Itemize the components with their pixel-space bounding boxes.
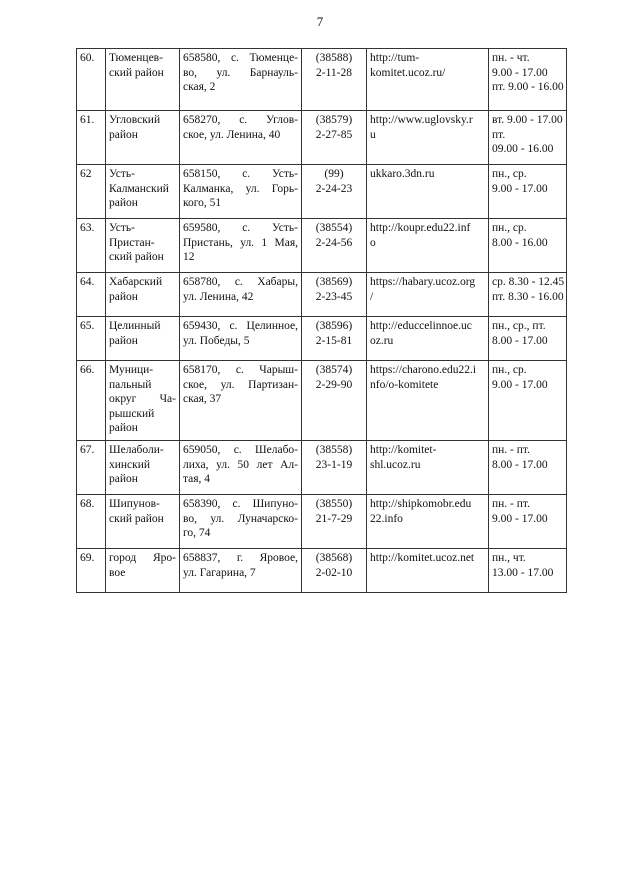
- row-number-cell: [77, 273, 106, 317]
- working-hours-line: пн. - чт.: [492, 52, 530, 64]
- row-number-cell: [77, 165, 106, 219]
- table-row: [77, 49, 567, 111]
- district-name-line: ский район: [109, 66, 164, 79]
- working-hours-cell: [489, 49, 567, 111]
- table-row: [77, 111, 567, 165]
- working-hours-cell: [489, 111, 567, 165]
- address-cell: [180, 361, 302, 441]
- address-line: 658837, г. Яровое,: [183, 552, 298, 564]
- working-hours-line: 8.00 - 16.00: [492, 236, 548, 249]
- address-line: кого, 51: [183, 197, 222, 209]
- phone-cell: [302, 165, 367, 219]
- district-name-line: Пристан-: [109, 236, 155, 249]
- phone-line: 21-7-29: [315, 512, 353, 525]
- table-row: [77, 441, 567, 495]
- phone-cell: [302, 219, 367, 273]
- district-name-line: округ Ча-: [109, 393, 176, 405]
- address-line: 12: [183, 251, 195, 263]
- district-name-line: пальный: [109, 378, 152, 391]
- district-name-cell: [106, 273, 180, 317]
- working-hours-cell: [489, 273, 567, 317]
- district-name-line: район: [109, 422, 138, 434]
- district-name-line: Усть-: [109, 222, 135, 234]
- website-line[interactable]: u: [370, 128, 376, 141]
- phone-line: 2-24-56: [315, 236, 353, 249]
- district-name-line: Усть-: [109, 168, 135, 180]
- phone-cell: [302, 111, 367, 165]
- working-hours-line: 8.00 - 17.00: [492, 458, 548, 471]
- table-row: [77, 549, 567, 593]
- website-line[interactable]: http://komitet.ucoz.net: [370, 552, 475, 564]
- working-hours-line: 9.00 - 17.00: [492, 66, 548, 79]
- phone-cell: [302, 441, 367, 495]
- district-name-cell: [106, 495, 180, 549]
- district-name-line: район: [109, 128, 138, 141]
- row-number: 66.: [80, 364, 95, 376]
- page-number: 7: [316, 14, 324, 29]
- address-line: ул. Ленина, 42: [183, 290, 254, 303]
- address-line: го, 74: [183, 527, 211, 539]
- address-line: ское, ул. Партизан-: [183, 378, 298, 391]
- website-line[interactable]: https://habary.ucoz.org: [370, 276, 476, 288]
- district-name-line: хинский: [109, 458, 151, 471]
- phone-line: (38579): [315, 114, 353, 126]
- website-cell: [367, 317, 489, 361]
- phone-cell: [302, 495, 367, 549]
- address-line: Пристань, ул. 1 Мая,: [183, 236, 298, 249]
- phone-line: 2-24-23: [315, 182, 353, 195]
- working-hours-cell: [489, 441, 567, 495]
- working-hours-line: 9.00 - 17.00: [492, 182, 548, 195]
- table-row: [77, 495, 567, 549]
- phone-line: 2-15-81: [315, 334, 353, 347]
- district-name-line: Шелаболи-: [109, 444, 164, 456]
- working-hours-line: пт.: [492, 128, 506, 141]
- phone-line: 2-11-28: [316, 66, 352, 79]
- row-number-cell: [77, 441, 106, 495]
- district-name-line: район: [109, 334, 138, 347]
- contacts-table: [76, 48, 567, 593]
- address-line: 659050, с. Шелабо-: [183, 444, 298, 456]
- address-line: 658270, с. Углов-: [183, 114, 298, 126]
- district-name-line: вое: [109, 566, 126, 579]
- address-line: 658170, с. Чарыш-: [183, 364, 298, 376]
- working-hours-line: 13.00 - 17.00: [492, 566, 554, 579]
- website-cell: [367, 361, 489, 441]
- working-hours-cell: [489, 495, 567, 549]
- row-number-cell: [77, 219, 106, 273]
- address-line: ул. Победы, 5: [183, 334, 250, 347]
- working-hours-line: пн., чт.: [492, 552, 526, 564]
- row-number-cell: [77, 49, 106, 111]
- address-cell: [180, 317, 302, 361]
- website-line[interactable]: http://komitet-: [370, 444, 437, 456]
- district-name-line: рышский: [109, 407, 155, 420]
- website-cell: [367, 441, 489, 495]
- district-name-line: Тюменцев-: [109, 52, 163, 64]
- address-line: во, ул. Луначарско-: [183, 512, 298, 525]
- district-name-line: ский район: [109, 512, 164, 525]
- district-name-cell: [106, 165, 180, 219]
- working-hours-cell: [489, 165, 567, 219]
- website-line[interactable]: http://koupr.edu22.inf: [370, 222, 471, 234]
- district-name-line: Целинный: [109, 320, 161, 332]
- website-cell: [367, 495, 489, 549]
- address-line: 659430, с. Целинное,: [183, 320, 298, 332]
- address-line: ская, 2: [183, 81, 216, 93]
- working-hours-cell: [489, 219, 567, 273]
- working-hours-line: пн., ср.: [492, 222, 527, 234]
- website-line[interactable]: http://tum-: [370, 52, 420, 64]
- address-cell: [180, 495, 302, 549]
- address-line: ское, ул. Ленина, 40: [183, 128, 281, 141]
- phone-line: (38588): [315, 52, 353, 64]
- phone-line: 2-29-90: [315, 378, 353, 391]
- working-hours-line: пт. 8.30 - 16.00: [492, 290, 564, 303]
- website-cell: [367, 165, 489, 219]
- working-hours-line: 09.00 - 16.00: [492, 143, 554, 155]
- district-name-cell: [106, 441, 180, 495]
- phone-line: 2-27-85: [315, 128, 353, 141]
- working-hours-line: 8.00 - 17.00: [492, 334, 548, 347]
- table-body: [77, 49, 567, 593]
- phone-line: (38550): [315, 498, 353, 510]
- phone-line: 2-23-45: [315, 290, 353, 303]
- row-number-cell: [77, 361, 106, 441]
- website-line[interactable]: https://charono.edu22.i: [370, 364, 477, 376]
- working-hours-line: пн., ср., пт.: [492, 320, 546, 332]
- district-name-line: район: [109, 290, 138, 303]
- address-line: во, ул. Барнауль-: [183, 66, 298, 79]
- address-line: 659580, с. Усть-: [183, 222, 298, 234]
- table-row: [77, 273, 567, 317]
- working-hours-line: вт. 9.00 - 17.00: [492, 114, 563, 126]
- phone-line: 2-02-10: [315, 566, 353, 579]
- row-number-cell: [77, 111, 106, 165]
- website-line[interactable]: komitet.ucoz.ru/: [370, 66, 446, 79]
- district-name-line: Шипунов-: [109, 498, 160, 510]
- website-line[interactable]: 22.info: [370, 512, 403, 525]
- website-line[interactable]: oz.ru: [370, 334, 394, 347]
- working-hours-cell: [489, 317, 567, 361]
- working-hours-line: пн. - пт.: [492, 498, 530, 510]
- phone-line: (38569): [315, 276, 353, 288]
- website-cell: [367, 273, 489, 317]
- address-line: Калманка, ул. Горь-: [183, 182, 298, 195]
- working-hours-line: пн., ср.: [492, 364, 527, 376]
- district-name-line: район: [109, 197, 138, 209]
- district-name-line: Муници-: [109, 364, 154, 376]
- address-line: 658580, с. Тюменце-: [183, 52, 298, 64]
- district-name-cell: [106, 361, 180, 441]
- working-hours-cell: [489, 361, 567, 441]
- website-line[interactable]: http://www.uglovsky.r: [370, 114, 473, 126]
- address-line: 658780, с. Хабары,: [183, 276, 298, 288]
- website-cell: [367, 49, 489, 111]
- district-name-cell: [106, 219, 180, 273]
- working-hours-line: ср. 8.30 - 12.45: [492, 276, 565, 288]
- website-line[interactable]: http://shipkomobr.edu: [370, 498, 472, 510]
- phone-cell: [302, 273, 367, 317]
- row-number: 65.: [80, 320, 95, 332]
- district-name-cell: [106, 317, 180, 361]
- district-name-line: ский район: [109, 251, 164, 263]
- address-cell: [180, 219, 302, 273]
- website-line[interactable]: nfo/o-komitete: [370, 378, 439, 391]
- phone-cell: [302, 317, 367, 361]
- website-line[interactable]: ukkaro.3dn.ru: [370, 168, 435, 180]
- address-cell: [180, 273, 302, 317]
- row-number: 67.: [80, 444, 95, 456]
- working-hours-cell: [489, 549, 567, 593]
- address-cell: [180, 49, 302, 111]
- row-number: 60.: [80, 52, 95, 64]
- website-cell: [367, 219, 489, 273]
- row-number: 63.: [80, 222, 95, 234]
- address-line: 658390, с. Шипуно-: [183, 498, 298, 510]
- phone-cell: [302, 549, 367, 593]
- address-line: ская, 37: [183, 393, 222, 405]
- website-cell: [367, 549, 489, 593]
- address-line: лиха, ул. 50 лет Ал-: [183, 458, 298, 471]
- phone-cell: [302, 49, 367, 111]
- address-cell: [180, 165, 302, 219]
- row-number: 61.: [80, 114, 95, 126]
- table-row: [77, 361, 567, 441]
- row-number-cell: [77, 549, 106, 593]
- district-name-cell: [106, 549, 180, 593]
- working-hours-line: пн., ср.: [492, 168, 527, 180]
- row-number-cell: [77, 495, 106, 549]
- district-name-cell: [106, 111, 180, 165]
- district-name-line: Калманский: [109, 182, 169, 195]
- website-cell: [367, 111, 489, 165]
- address-line: ул. Гагарина, 7: [183, 566, 256, 579]
- website-line[interactable]: shl.ucoz.ru: [370, 458, 421, 471]
- website-line[interactable]: o: [370, 236, 376, 249]
- table-row: [77, 317, 567, 361]
- address-cell: [180, 111, 302, 165]
- row-number: 62: [80, 168, 92, 180]
- phone-line: (38568): [315, 552, 353, 564]
- district-name-line: Хабарский: [109, 276, 163, 288]
- district-name-line: Угловский: [109, 114, 161, 126]
- address-line: тая, 4: [183, 473, 211, 485]
- website-line[interactable]: /: [370, 290, 374, 303]
- phone-line: 23-1-19: [315, 458, 353, 471]
- district-name-cell: [106, 49, 180, 111]
- row-number: 64.: [80, 276, 95, 288]
- working-hours-line: 9.00 - 17.00: [492, 512, 548, 525]
- phone-line: (38554): [315, 222, 353, 234]
- district-name-line: район: [109, 473, 138, 485]
- phone-line: (38596): [315, 320, 353, 332]
- website-line[interactable]: http://educcelinnoe.uc: [370, 320, 472, 332]
- working-hours-line: 9.00 - 17.00: [492, 378, 548, 391]
- working-hours-line: пн. - пт.: [492, 444, 530, 456]
- phone-cell: [302, 361, 367, 441]
- row-number: 69.: [80, 552, 95, 564]
- row-number-cell: [77, 317, 106, 361]
- address-cell: [180, 441, 302, 495]
- district-name-line: город Яро-: [109, 552, 176, 564]
- address-line: 658150, с. Усть-: [183, 168, 298, 180]
- address-cell: [180, 549, 302, 593]
- phone-line: (99): [324, 168, 344, 180]
- working-hours-line: пт. 9.00 - 16.00: [492, 81, 564, 93]
- phone-line: (38558): [315, 444, 353, 456]
- row-number: 68.: [80, 498, 95, 510]
- phone-line: (38574): [315, 364, 353, 376]
- table-row: [77, 165, 567, 219]
- table-row: [77, 219, 567, 273]
